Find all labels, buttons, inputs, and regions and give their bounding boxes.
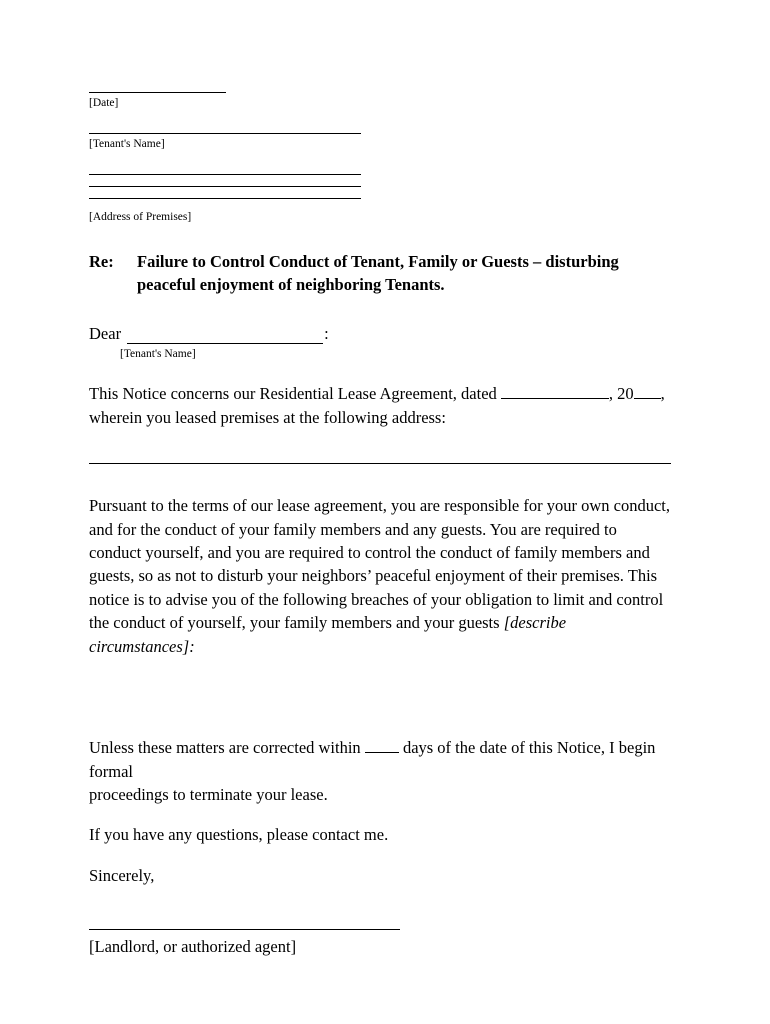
- body-paragraph-text: Pursuant to the terms of our lease agreement, you are responsible for your own conduct, and for the conduct of your family members and any guests. You are required to conduct yourself, and you are required to control the conduct of family members and guests, so as not to disturb your neighbors’ peaceful enjoyment of their premises. This notice is to advise you of the following breaches of your obligation to limit and control the conduct of yourself, your family members and your guests: [89, 496, 670, 633]
- tenant-name-blank-line[interactable]: [89, 133, 361, 134]
- date-field-label: [Date]: [89, 97, 119, 109]
- subject-text: Failure to Control Conduct of Tenant, Family or Guests – disturbing peaceful enjoyment of neighboring Tenants.: [137, 251, 619, 294]
- signature-blank-line[interactable]: [89, 929, 400, 930]
- correction-text-part2: days of the date of this Notice, I begin formal: [89, 738, 656, 781]
- intro-paragraph: [89, 382, 671, 429]
- address-line-1[interactable]: [89, 174, 361, 175]
- correction-text-part1: Unless these matters are corrected within: [89, 738, 365, 758]
- address-line-3[interactable]: [89, 198, 361, 199]
- intro-text-line2: wherein you leased premises at the following address:: [89, 407, 446, 427]
- salutation-blank-line[interactable]: [127, 328, 323, 344]
- address-line-2[interactable]: [89, 186, 361, 187]
- correction-text-line2: proceedings to terminate your lease.: [89, 784, 328, 804]
- questions-paragraph: If you have any questions, please contact me.: [89, 825, 389, 845]
- salutation-sub-label: [Tenant's Name]: [120, 348, 196, 361]
- intro-text-part2: , 20: [608, 384, 634, 404]
- cure-days-blank[interactable]: [365, 738, 399, 753]
- intro-text-part3: ,: [660, 384, 665, 404]
- address-blank-lines: [89, 174, 671, 199]
- salutation-word: Dear: [89, 324, 122, 344]
- lease-date-blank[interactable]: [501, 384, 609, 399]
- salutation-row: [89, 324, 671, 344]
- subject-block: [89, 251, 671, 297]
- body-paragraph: [89, 494, 671, 658]
- lease-year-blank[interactable]: [634, 384, 661, 399]
- subject-label: Re:: [89, 251, 114, 271]
- tenant-name-field-label: [Tenant's Name]: [89, 137, 165, 150]
- date-blank-line[interactable]: [89, 92, 226, 93]
- address-field-label: [Address of Premises]: [89, 210, 192, 223]
- signature-label: [Landlord, or authorized agent]: [89, 937, 297, 957]
- closing-line: Sincerely,: [89, 865, 155, 885]
- correction-paragraph: [89, 736, 671, 806]
- describe-circumstances-note: [describe circumstances]:: [89, 613, 567, 656]
- intro-text-part1: This Notice concerns our Residential Lease Agreement, dated: [89, 384, 501, 404]
- document-content: [89, 92, 671, 957]
- salutation-colon: :: [324, 324, 329, 344]
